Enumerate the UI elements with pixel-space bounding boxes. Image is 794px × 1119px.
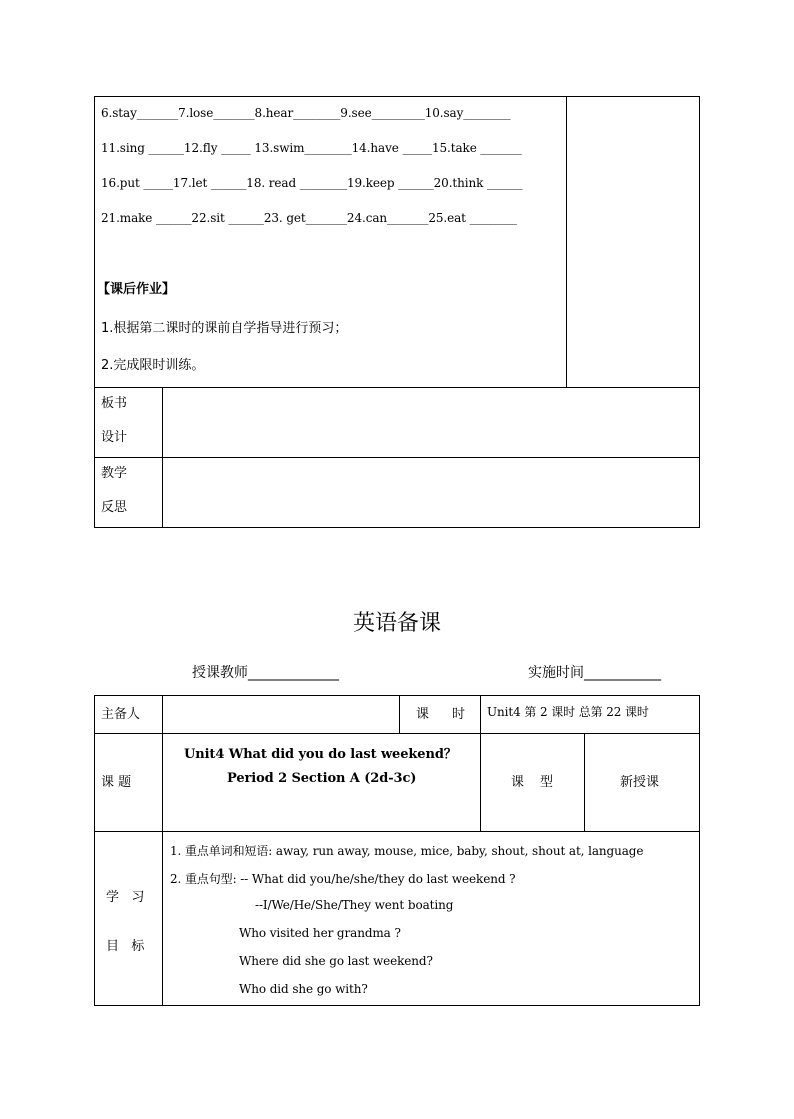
- plan-table-divider: [480, 695, 481, 831]
- exercise-row: 6.stay_______7.lose_______8.hear________9.see_________10.say________: [101, 106, 511, 120]
- page-title: 英语备课: [352, 611, 441, 636]
- homework-item: 2.完成限时训练。: [101, 358, 205, 373]
- goal-item: --I/We/He/She/They went boating: [255, 898, 454, 912]
- reflection-label: 教学: [101, 466, 128, 481]
- plan-table-row-line: [94, 733, 700, 734]
- exercise-row: 11.sing ______12.fly _____ 13.swim________14.have _____15.take _______: [101, 141, 522, 155]
- homework-item: 1.根据第二课时的课前自学指导进行预习；: [101, 321, 348, 336]
- exercise-row: 21.make ______22.sit ______23. get_______24.can_______25.eat ________: [101, 211, 517, 225]
- topic-line-2: Period 2 Section A (2d-3c): [227, 771, 417, 786]
- homework-heading: 【课后作业】: [97, 282, 176, 297]
- plan-table-label-divider: [162, 695, 163, 1006]
- exercise-row: 16.put _____17.let ______18. read ________19.keep ______20.think ______: [101, 176, 523, 190]
- period-value: Unit4 第 2 课时 总第 22 课时: [487, 705, 649, 719]
- goal-item: Where did she go last weekend?: [239, 954, 433, 968]
- reflection-label: 反思: [101, 500, 128, 515]
- top-table: [94, 96, 700, 528]
- goal-item: 1. 重点单词和短语: away, run away, mouse, mice, baby, shout, shout at, language: [170, 844, 644, 858]
- topic-line-1: Unit4 What did you do last weekend？: [184, 747, 457, 762]
- goals-label: 学 习: [106, 890, 145, 905]
- type-label: 型: [540, 775, 554, 790]
- goal-item: 2. 重点句型: -- What did you/he/she/they do last weekend ?: [170, 872, 516, 886]
- top-table-label-divider: [162, 387, 163, 527]
- top-table-row-line: [94, 387, 700, 388]
- board-design-label: 设计: [101, 430, 128, 445]
- teacher-field: 授课教师_____________: [192, 665, 339, 681]
- top-table-row-line: [94, 457, 700, 458]
- type-value: 新授课: [620, 775, 660, 790]
- board-design-label: 板书: [101, 396, 128, 411]
- goal-item: Who visited her grandma ?: [239, 926, 401, 940]
- plan-table-divider: [584, 733, 585, 831]
- period-label: 课: [416, 707, 430, 722]
- date-field: 实施时间___________: [528, 665, 661, 681]
- goal-item: Who did she go with?: [239, 982, 368, 996]
- type-label: 课: [511, 775, 525, 790]
- goals-label: 目 标: [106, 939, 145, 954]
- topic-label: 课 题: [101, 775, 132, 790]
- plan-table-row-line: [94, 831, 700, 832]
- top-table-divider: [566, 96, 567, 387]
- preparer-label: 主备人: [101, 707, 141, 722]
- plan-table-divider: [399, 695, 400, 733]
- period-label: 时: [452, 707, 466, 722]
